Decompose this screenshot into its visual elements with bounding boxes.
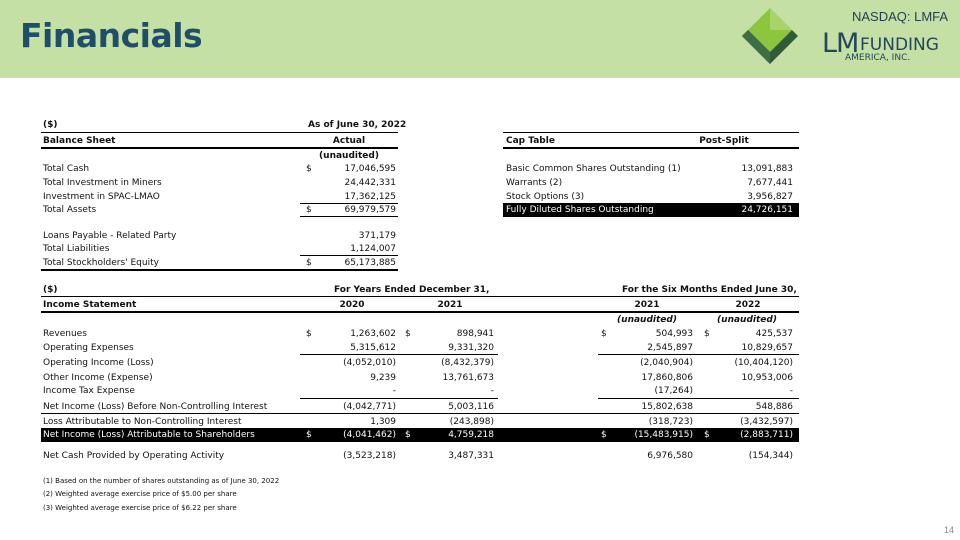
income-row-value-6m-2022: (3,432,597): [740, 417, 793, 427]
balance-row-value: 65,173,885: [344, 258, 396, 268]
cap-row-value: 7,677,441: [747, 178, 793, 188]
balance-row-value: 371,179: [358, 231, 396, 241]
company-logo: [740, 6, 950, 72]
income-row-value-6m-2021: 504,993: [655, 329, 693, 339]
income-row-currency: $: [601, 430, 607, 440]
ticker-label: NASDAQ: LMFA: [852, 9, 949, 24]
income-unaudited-2022: (unaudited): [717, 315, 777, 325]
balance-total-rule: [300, 216, 398, 217]
cap-row-value: 3,956,827: [747, 192, 793, 202]
income-row-value-2020: 5,315,612: [350, 343, 396, 353]
income-row-label: Operating Expenses: [43, 343, 134, 353]
logo-funding-text: FUNDING: [860, 35, 939, 55]
income-row-label: Operating Income (Loss): [43, 358, 154, 368]
balance-row-currency: $: [306, 164, 312, 174]
income-pretax-rule-six: [598, 398, 799, 399]
balance-row-value: 24,442,331: [344, 178, 396, 188]
logo-lm-text: LM: [822, 28, 859, 59]
cap-row-label: Stock Options (3): [506, 192, 585, 202]
income-row-value-6m-2022: 425,537: [755, 329, 793, 339]
income-row-value-2020: (3,523,218): [343, 451, 396, 461]
income-row-value-2021: 4,759,218: [448, 430, 494, 440]
balance-rule-top: [41, 132, 398, 133]
income-row-label: Other Income (Expense): [43, 373, 153, 383]
income-row-value-6m-2022: 548,886: [755, 402, 793, 412]
income-col-2020: 2020: [339, 300, 365, 310]
balance-row-label: Total Stockholders' Equity: [43, 258, 159, 268]
income-pretax-rule-years: [300, 398, 498, 399]
income-row-value-2021: 5,003,116: [448, 402, 494, 412]
balance-row-currency: $: [306, 258, 312, 268]
balance-rule-header: [41, 147, 398, 149]
income-rule-header: [41, 311, 799, 313]
income-row-value-2020: (4,041,462): [343, 430, 396, 440]
income-row-label: Revenues: [43, 329, 87, 339]
balance-row-currency: $: [306, 205, 312, 215]
income-period-years: For Years Ended December 31,: [334, 285, 490, 295]
income-col-6m-2021: 2021: [634, 300, 660, 310]
income-row-value-6m-2021: (2,040,904): [640, 358, 693, 368]
balance-units: ($): [43, 120, 58, 130]
income-row-value-2020: (4,042,771): [343, 402, 396, 412]
income-nci-rule: [41, 413, 799, 414]
income-row-value-2020: 1,309: [370, 417, 396, 427]
income-row-currency: $: [704, 329, 710, 339]
income-row-label: Loss Attributable to Non-Controlling Interest: [43, 417, 242, 427]
income-row-value-6m-2022: (154,344): [748, 451, 793, 461]
income-row-value-6m-2021: 15,802,638: [641, 402, 693, 412]
income-row-value-6m-2021: 2,545,897: [647, 343, 693, 353]
income-row-currency: $: [306, 430, 312, 440]
cap-row-label: Warrants (2): [506, 178, 563, 188]
income-subtotal-rule-six: [598, 354, 799, 355]
income-row-value-2021: (243,898): [449, 417, 494, 427]
income-row-label: Net Cash Provided by Operating Activity: [43, 451, 225, 461]
income-row-value-2021: -: [490, 386, 494, 396]
cap-table-label: Cap Table: [506, 136, 555, 146]
logo-america-text: AMERICA, INC.: [845, 53, 911, 63]
balance-row-label: Total Liabilities: [43, 244, 110, 254]
footnote-2: (2) Weighted average exercise price of $5.00 per share: [43, 490, 237, 498]
income-row-value-6m-2022: (10,404,120): [734, 358, 793, 368]
income-row-label: Net Income (Loss) Attributable to Shareholders: [43, 430, 255, 440]
balance-row-value: 17,362,125: [344, 192, 396, 202]
income-row-value-2021: 9,331,320: [448, 343, 494, 353]
balance-row-label: Total Cash: [43, 164, 90, 174]
balance-row-value: 1,124,007: [350, 244, 396, 254]
balance-row-value: 17,046,595: [344, 164, 396, 174]
income-row-value-6m-2022: -: [789, 386, 793, 396]
income-col-2021: 2021: [437, 300, 463, 310]
cap-rule-top: [503, 132, 799, 133]
balance-row-label: Total Investment in Miners: [43, 178, 162, 188]
income-statement-label: Income Statement: [43, 300, 137, 310]
balance-row-value: 69,979,579: [344, 205, 396, 215]
balance-row-label: Total Assets: [43, 205, 97, 215]
balance-as-of: As of June 30, 2022: [308, 120, 407, 130]
income-row-value-2021: (8,432,379): [441, 358, 494, 368]
income-row-value-2020: 1,263,602: [350, 329, 396, 339]
income-row-value-6m-2021: 6,976,580: [647, 451, 693, 461]
balance-row-label: Investment in SPAC-LMAO: [43, 192, 160, 202]
income-row-value-6m-2022: (2,883,711): [740, 430, 793, 440]
cap-row-label: Basic Common Shares Outstanding (1): [506, 164, 681, 174]
income-unaudited-2021: (unaudited): [617, 315, 677, 325]
page-title: Financials: [20, 16, 203, 55]
income-row-value-6m-2021: (17,264): [654, 386, 693, 396]
income-row-value-6m-2021: (318,723): [648, 417, 693, 427]
income-row-value-2021: 898,941: [456, 329, 494, 339]
footnote-3: (3) Weighted average exercise price of $6.22 per share: [43, 504, 237, 512]
balance-rule-bottom: [41, 269, 398, 271]
income-row-value-6m-2021: (15,483,915): [634, 430, 693, 440]
footnote-1: (1) Based on the number of shares outstanding as of June 30, 2022: [43, 477, 280, 485]
balance-equity-rule: [300, 255, 398, 256]
income-row-value-6m-2022: 10,829,657: [741, 343, 793, 353]
income-period-six-months: For the Six Months Ended June 30,: [622, 285, 797, 295]
income-row-value-2021: 13,761,673: [442, 373, 494, 383]
balance-unaudited: (unaudited): [319, 151, 379, 161]
income-row-label: Income Tax Expense: [43, 386, 135, 396]
income-row-currency: $: [306, 329, 312, 339]
balance-subtotal-rule: [300, 203, 398, 204]
balance-sheet-label: Balance Sheet: [43, 136, 116, 146]
income-rule-top: [41, 296, 799, 297]
income-units: ($): [43, 285, 58, 295]
income-row-currency: $: [405, 329, 411, 339]
cap-column-header: Post-Split: [699, 136, 749, 146]
income-row-value-2020: -: [392, 386, 396, 396]
income-row-currency: $: [704, 430, 710, 440]
income-row-currency: $: [601, 329, 607, 339]
balance-row-label: Loans Payable - Related Party: [43, 231, 177, 241]
cap-rule-header: [503, 147, 799, 149]
balance-column-header: Actual: [332, 136, 366, 146]
income-col-6m-2022: 2022: [735, 300, 761, 310]
cap-row-label: Fully Diluted Shares Outstanding: [506, 205, 654, 215]
income-row-value-2021: 3,487,331: [448, 451, 494, 461]
income-row-label: Net Income (Loss) Before Non-Controlling Interest: [43, 402, 268, 412]
income-row-value-2020: (4,052,010): [343, 358, 396, 368]
income-row-value-6m-2022: 10,953,006: [741, 373, 793, 383]
income-row-value-6m-2021: 17,860,806: [641, 373, 693, 383]
page-number: 14: [944, 525, 955, 535]
income-row-currency: $: [405, 430, 411, 440]
income-row-value-2020: 9,239: [370, 373, 396, 383]
cap-row-value: 24,726,151: [741, 205, 793, 215]
cap-row-value: 13,091,883: [741, 164, 793, 174]
income-subtotal-rule-years: [300, 354, 498, 355]
diamond-logo-icon: [740, 6, 830, 72]
